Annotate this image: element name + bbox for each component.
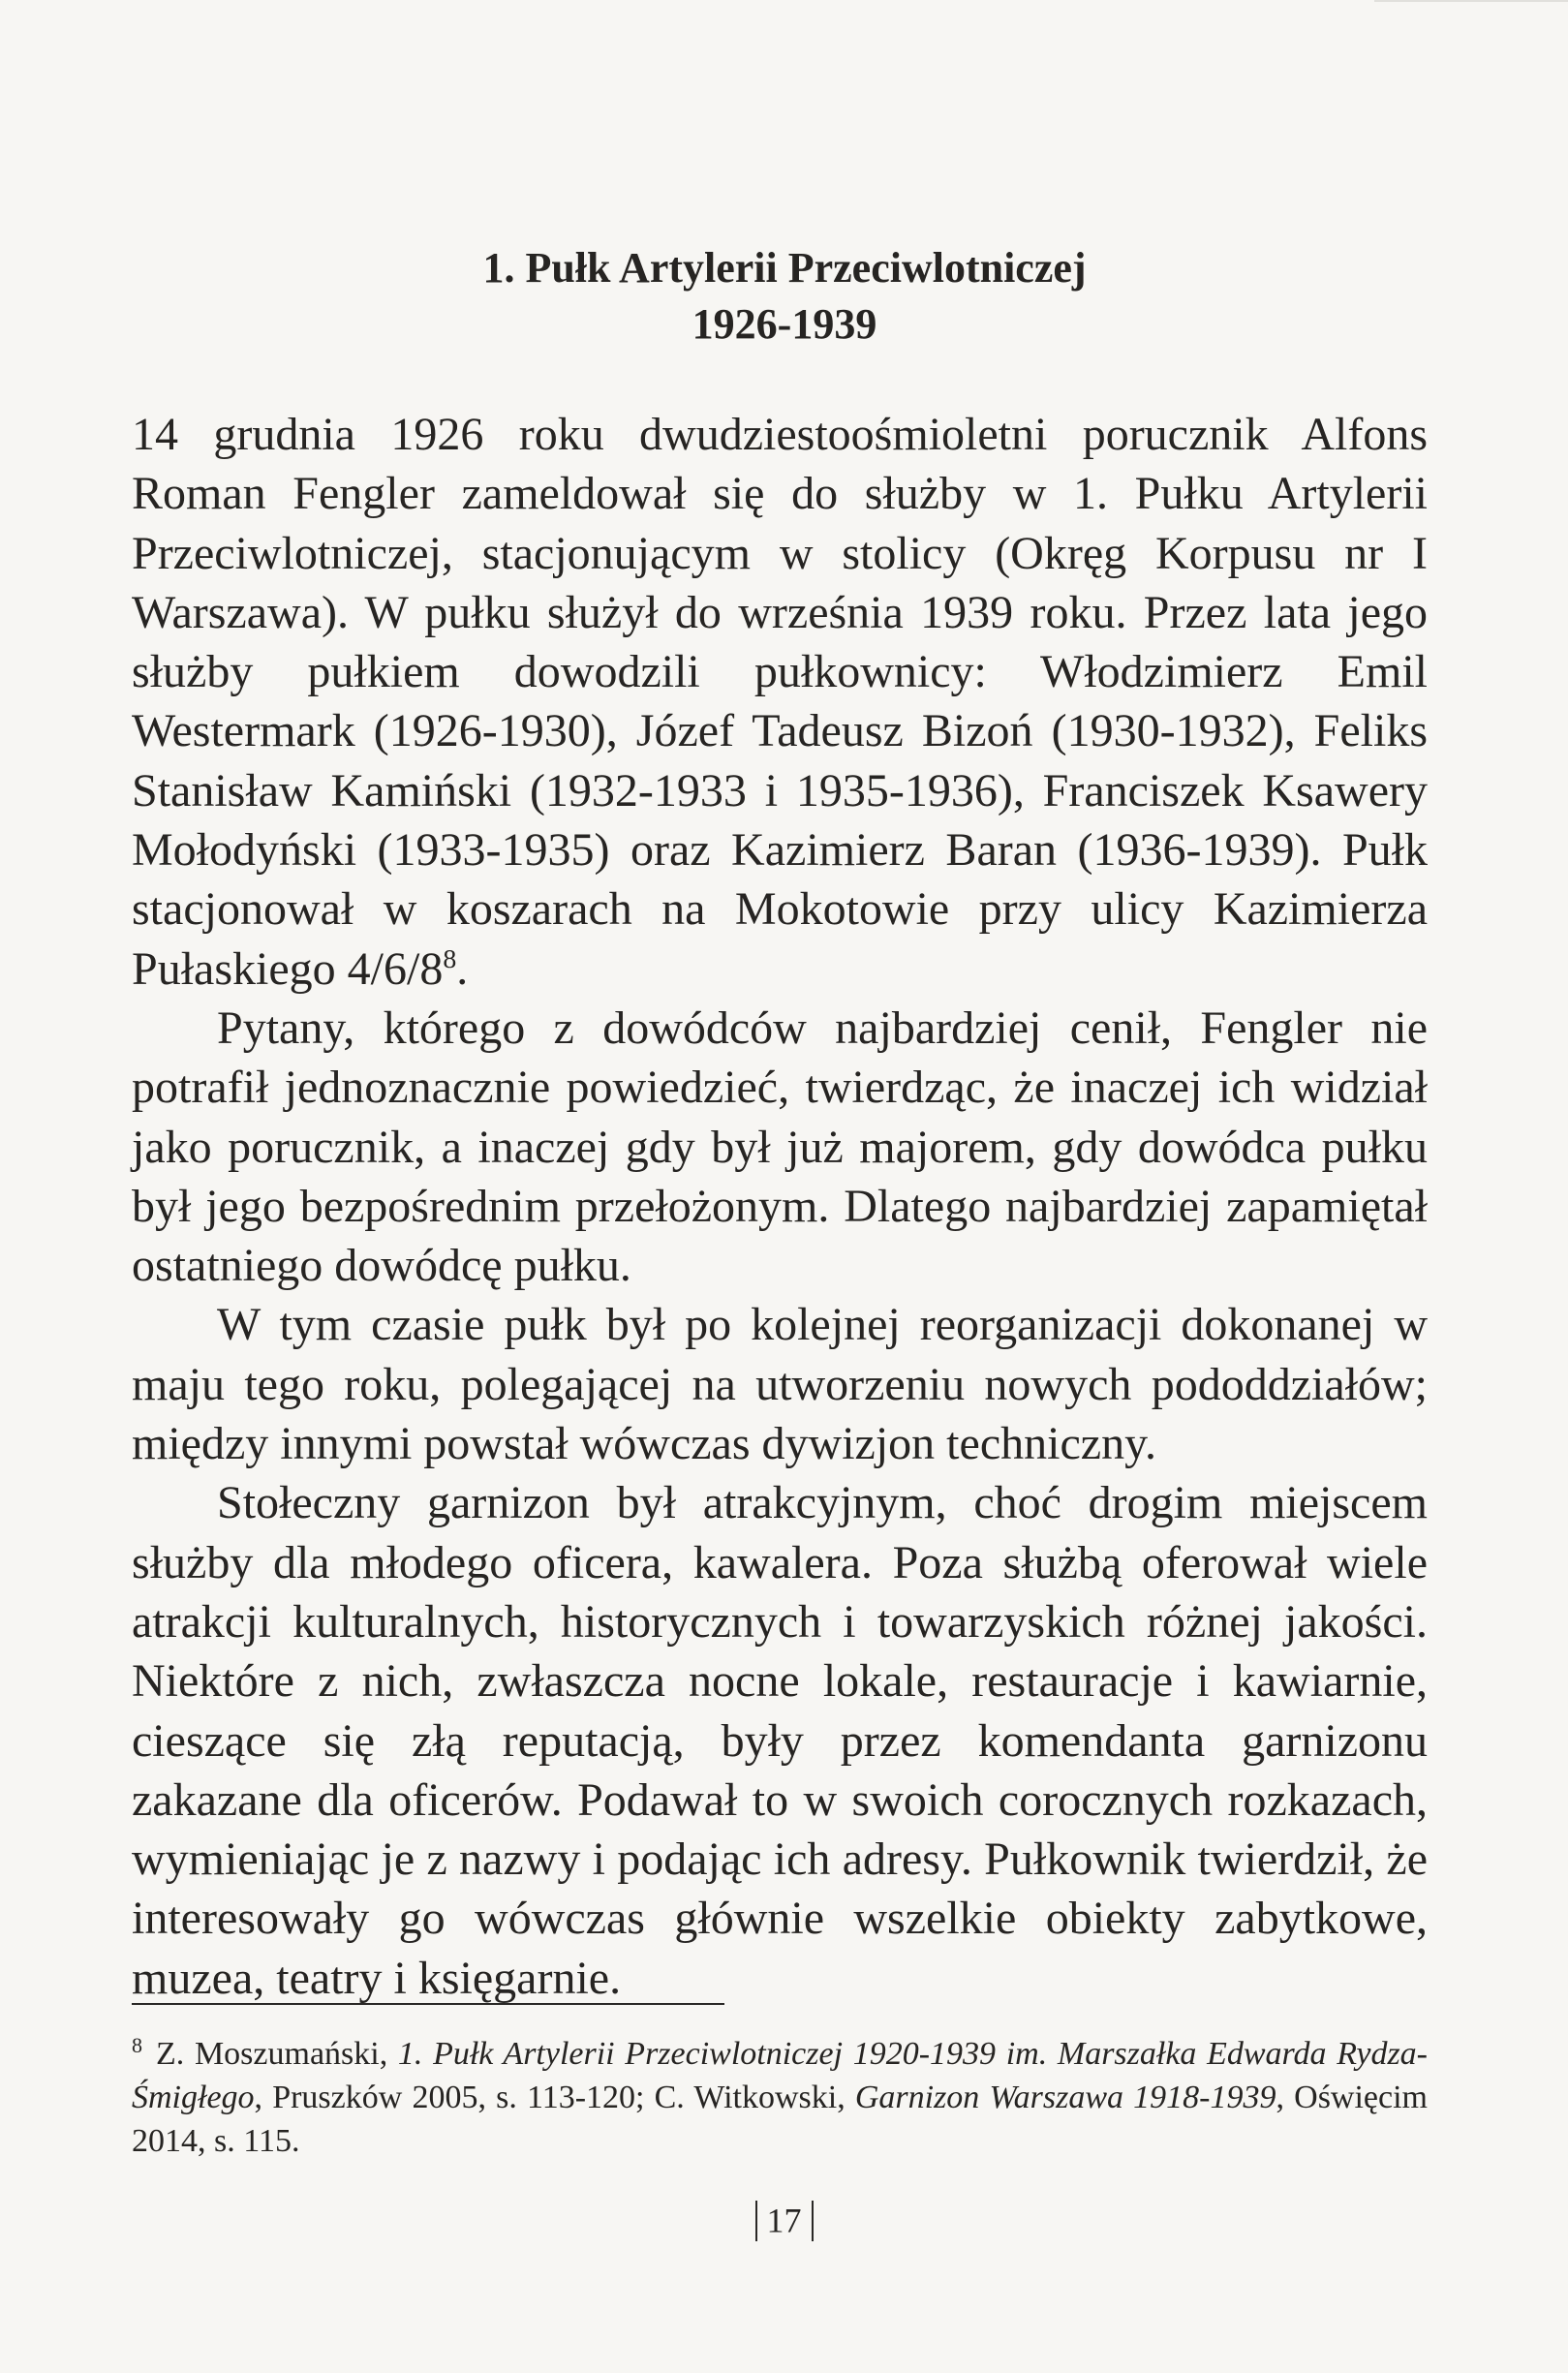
paragraph-4: Stołeczny garnizon był atrakcyjnym, choć drogim miejscem służby dla młodego oficera, kawalera. Poza służbą oferował wiele atrakcji kulturalnych, historycznych i towarzyskich różnej jakości. Niektóre z nich, zwłaszcza nocne lokale, restauracje i kawiarnie, cieszące się złą reputacją, były przez komendanta garnizonu zakazane dla oficerów. Podawał to w swoich corocznych rozkazach, wymieniając je z nazwy i podając ich adresy. Pułkownik twierdził, że interesowały go wówczas głównie wszelkie obiekty zabytkowe, muzea, teatry i księgarnie. [132,1477,1428,2004]
page-number-value: 17 [766,2201,802,2240]
chapter-heading [155,240,1414,353]
body-text [132,405,1428,2008]
paragraph-1: 14 grudnia 1926 roku dwudziestoośmioletni porucznik Alfons Roman Fengler zameldował się do służby w 1. Pułku Artylerii Przeciwlotniczej, stacjonującym w stolicy (Okręg Korpusu nr I Warszawa). W pułku służył do września 1939 roku. Przez lata jego służby pułkiem dowodzili pułkownicy: Włodzimierz Emil Westermark (1926-1930), Józef Tadeusz Bizoń (1930-1932), Feliks Stanisław Kamiński (1932-1933 i 1935-1936), Franciszek Ksawery Mołodyński (1933-1935) oraz Kazimierz Baran (1936-1939). Pułk stacjonował w koszarach na Mokotowie przy ulicy Kazimierza Pułaskiego $4/6/8^8$. [132,409,1428,995]
chapter-years: 1926-1939 [692,300,877,348]
footnote-title-1: 1. Pułk Artylerii Przeciwlotniczej 1920-1939 im. Marszałka Edwarda Rydza-Śmigłego [132,2036,1428,2115]
paragraph-2: Pytany, którego z dowódców najbardziej cenił, Fengler nie potrafił jednoznacznie powiedzieć, twierdząc, że inaczej ich widział jako porucznik, a inaczej gdy był już majorem, gdy dowódca pułku był jego bezpośrednim przełożonym. Dlatego najbardziej zapamiętał ostatniego dowódcę pułku. [132,1002,1428,1292]
footnote-separator [132,2003,724,2005]
footnote-mark: 8 [132,2032,142,2057]
scan-edge-mark [1374,0,1568,2]
chapter-title: 1. Pułk Artylerii Przeciwlotniczej [482,244,1087,292]
footnote: $^8$ Z. Moszumański, 1. Pułk Artylerii Przeciwlotniczej 1920-1939 im. Marszałka Edwarda Rydza-Śmigłego, Pruszków 2005, s. 113-120; C. Witkowski, Garnizon Warszawa 1918-1939, Oświęcim 2014, s. 115. [132,2032,1429,2159]
paragraph-3: W tym czasie pułk był po kolejnej reorganizacji dokonanej w maju tego roku, polegającej na utworzeniu nowych pododdziałów; między innymi powstał wówczas dywizjon techniczny. [132,1299,1428,1470]
page-number-left-bar [755,2201,757,2241]
page-number-right-bar [812,2201,814,2241]
footnote-title-2: Garnizon Warszawa 1918-1939 [854,2080,1276,2115]
page-number [0,2197,1568,2241]
footnote-reference[interactable]: 8 [443,943,457,974]
